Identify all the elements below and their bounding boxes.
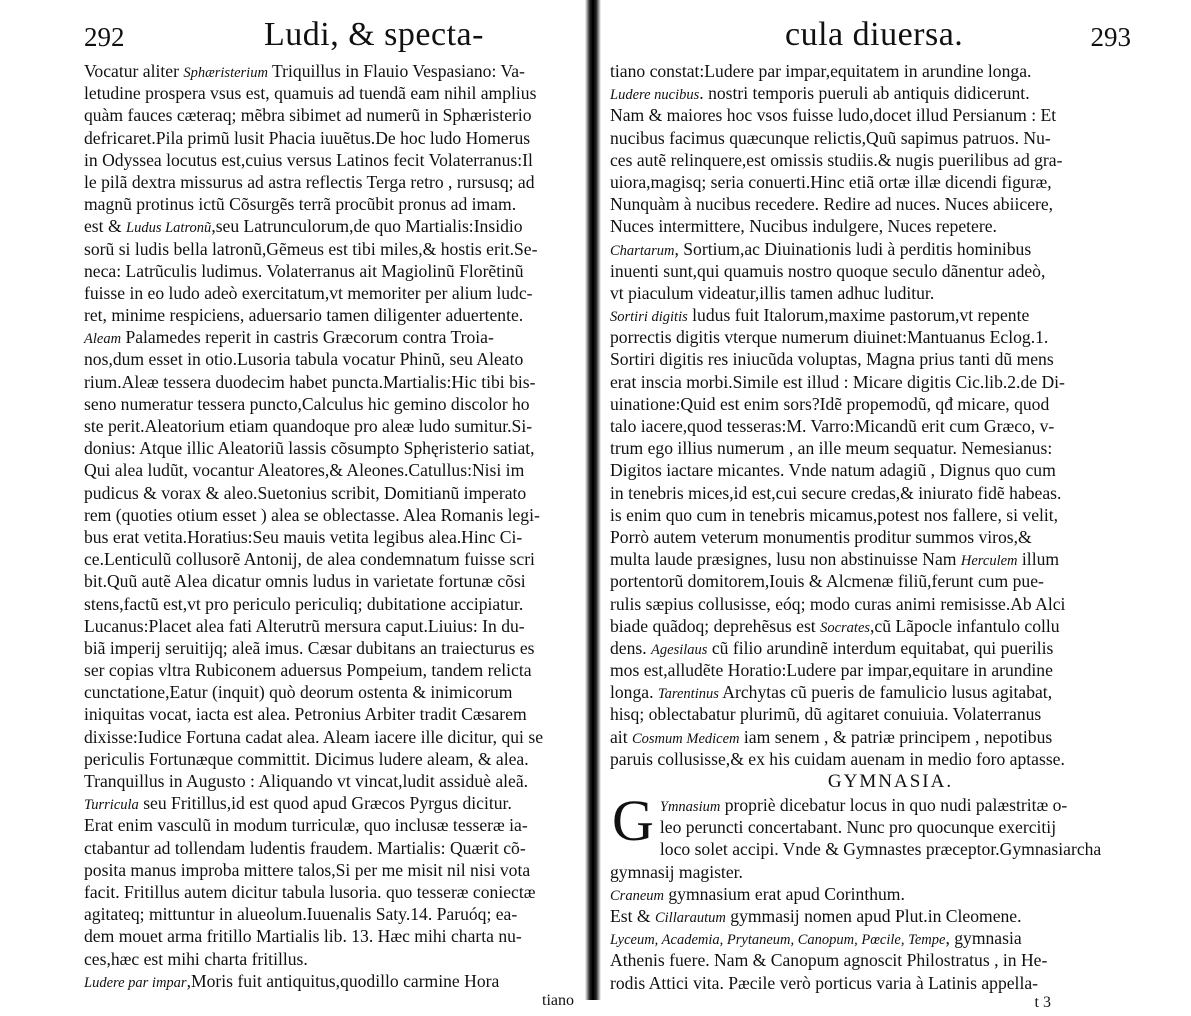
text-line: Nam & maiores hoc vsos fuisse ludo,docet illud Persianum : Et — [610, 105, 1057, 126]
text-line: Athenis fuere. Nam & Canopum agnoscit Philostratus , in He- — [610, 950, 1048, 971]
text-line: rodis Attici vita. Pæcile verò porticus varia à Latinis appella- — [610, 972, 1038, 993]
text-line: periculis Fortunæque committit. Dicimus ludere aleam, & alea. — [84, 748, 529, 769]
text-line: Nuces intermittere, Nucibus indulgere, Nuces repetere. — [610, 216, 997, 237]
text-line: uinatione:Quid est enim sors?Idẽ propemodũ, qđ micare, quod — [610, 393, 1050, 414]
left-page — [0, 0, 590, 1009]
text-line: bit.Quũ autẽ Alea dicatur omnis ludus in varietate fortunæ cõsi — [84, 571, 526, 592]
text-line: Qui alea ludũt, vocantur Aleatores,& Aleones.Catullus:Nisi im — [84, 460, 525, 481]
text-line: paruis collusisse,& ex his cuidam auenam in medio foro aptasse. — [610, 748, 1065, 769]
text-line: erat inscia morbi.Simile est illud : Micare digitis Cic.lib.2.de Di- — [610, 371, 1065, 392]
text-line: sorũ si ludis bella latronũ,Gẽmeus est tibi miles,& hostis erit.Se- — [84, 238, 538, 259]
italic-term: Herculem — [960, 553, 1018, 570]
text-line: multa laude præsignes, lusu non abstinuisse Nam Herculem illum — [610, 549, 1060, 570]
right-page-text — [610, 60, 1131, 770]
italic-term: Chartarum — [610, 242, 675, 259]
right-page — [598, 0, 1191, 1011]
italic-term: Tarentinus — [657, 686, 719, 703]
text-line: ctabantur ad tollendam ludentis fraudem. Martialis: Quærit cõ- — [84, 837, 526, 858]
text-line: donius: Atque illic Aleatoriũ lassis cõsumpto Sphęristerio satiat, — [84, 438, 535, 459]
signature-mark: t 3 — [1034, 993, 1051, 1011]
italic-term: Ymnasium — [659, 799, 721, 815]
text-line: biade quãdoq; deprehẽsus est Socrates,cũ Lãpocle infantulo collu — [610, 615, 1060, 636]
text-line: rulis sæpius collusisse, eóq; modo curas animi remisisse.Ab Alci — [610, 593, 1066, 614]
text-line: seno numeratur tessera puncto,Calculus hic gemino discolor ho — [84, 393, 530, 414]
left-page-text — [84, 60, 582, 992]
italic-term: Ludus Latronũ — [126, 220, 212, 237]
text-line: Aleam Palamedes reperit in castris Græcorum contra Troia- — [84, 327, 494, 348]
text-line: agitateq; mittuntur in alueolum.Iuuenalis Saty.14. Paruóq; ea- — [84, 904, 518, 925]
italic-term: Socrates — [820, 619, 871, 636]
text-line: magnũ protinus ictũ Cõsurgẽs terrã procũbit pronus ad imam. — [84, 194, 517, 215]
text-line: in Odyssea locutus est,cuius versus Latinos fecit Volaterranus:Il — [84, 149, 533, 170]
text-line: biã imperij seruitijq; aleã imus. Cæsar dubitans an traiecturus es — [84, 637, 535, 658]
text-line: Turricula seu Fritillus,id est quod apud Græcos Pyrgus dicitur. — [84, 793, 512, 814]
text-line: is enim quo cum in tenebris micamus,potest nos fallere, si velit, — [610, 504, 1059, 525]
text-line: longa. Tarentinus Archytas cũ pueris de famulicio lusus agitabat, — [610, 682, 1053, 703]
text-line: dem mouet arma fritillo Martialis lib. 13. Hæc mihi charta nu- — [84, 926, 522, 947]
text-line: inuenti sunt,qui quamuis nostro quoque seculo dãnentur adeò, — [610, 260, 1046, 281]
text-line: uiora,magisq; seria conuerti.Hinc etiã ortæ illæ dicendi figuræ, — [610, 171, 1052, 192]
text-line: portentorũ domitorem,Iouis & Alcmenæ filiũ,ferunt cum pue- — [610, 571, 1044, 592]
italic-term: Craneum — [610, 887, 664, 904]
text-line: Craneum gymnasium erat apud Corinthum. — [610, 883, 905, 904]
text-line: Sortiri digitis ludus fuit Italorum,maxime pastorum,vt repente — [610, 305, 1030, 326]
text-line: Sortiri digitis res iniucũda voluptas, Magna prius tanti dũ mens — [610, 349, 1054, 370]
text-line: Est & Cillarautum gymmasij nomen apud Plut.in Cleomene. — [610, 905, 1022, 926]
running-head: cula diuersa. — [785, 16, 964, 53]
text-line: gymnasij magister. — [610, 861, 743, 882]
text-line: iniquitas vocat, iacta est alea. Petronius Arbiter tradit Cæsarem — [84, 704, 527, 725]
text-line: ait Cosmum Medicem iam senem , & patriæ principem , nepotibus — [610, 726, 1053, 747]
text-line: le pilã dextra missurus ad astra reflectis Terga retro , rursusq; ad — [84, 171, 535, 192]
text-line: neca: Latrũculis ludimus. Volaterranus ait Magiolinũ Florẽtinũ — [84, 260, 524, 281]
text-line: posita manus improba mittere talos,Si per me misit nil nisi vota — [84, 859, 531, 880]
text-line: cunctatione,Eatur (inquit) quò deorum ostenta & inimicorum — [84, 682, 513, 703]
text-line: ces autẽ relinquere,est omissis studiis.& nugis puerilibus ad gra- — [610, 149, 1063, 170]
drop-capital: G — [612, 788, 654, 853]
text-line: Digitos iactare micantes. Vnde natum adagiũ , Dignus quo cum — [610, 460, 1056, 481]
text-line: Lyceum, Academia, Prytaneum, Canopum, Pœcile, Tempe, gymnasia — [610, 928, 1022, 949]
italic-term: Sortiri digitis — [610, 309, 688, 326]
italic-term: Aleam — [84, 331, 122, 348]
text-line: Ludere par impar,Moris fuit antiquitus,quodillo carmine Hora — [84, 970, 500, 991]
text-line: facit. Fritillus autem dicitur tabula lusoria. quo tesseræ coniectæ — [84, 881, 536, 902]
text-line: porrectis digitis vterque numerum diuinet:Mantuanus Eclog.1. — [610, 327, 1049, 348]
text-line: bus erat vetita.Horatius:Seu mauis vetita legibus alea.Hinc Ci- — [84, 526, 523, 547]
gymnasia-section — [610, 788, 1131, 994]
text-line: in tenebris mices,id est,cui secure credas,& iniurato fidẽ habeas. — [610, 482, 1062, 503]
text-line: mos est,alludẽte Horatio:Ludere par impar,equitare in arundine — [610, 660, 1053, 681]
text-line: Ymnasium propriè dicebatur locus in quo nudi palæstritæ o- — [659, 795, 1068, 815]
right-page-header — [610, 18, 1131, 60]
text-line: ces,hæc est mihi charta fritillus. — [84, 948, 308, 969]
text-line: hisq; oblectabatur plurimũ, dũ agitaret conuiuia. Volaterranus — [610, 704, 1042, 725]
italic-term: Turricula — [84, 797, 139, 814]
text-line: rium.Aleæ tessera duodecim habet puncta.Martialis:Hic tibi bis- — [84, 371, 536, 392]
text-line: Lucanus:Placet alea fati Alterutrũ mersura caput.Liuius: In du- — [84, 615, 525, 636]
italic-term: Sphæristerium — [183, 65, 268, 81]
text-line: ste perit.Aleatorium etiam quandoque pro aleæ ludo sumitur.Si- — [84, 416, 533, 436]
italic-term: Lyceum, Academia, Prytaneum, Canopum, Pœcile, Tempe — [610, 932, 946, 949]
text-line: letudine prospera vsus est, quamuis ad tuendã eam nihil amplius — [84, 83, 537, 104]
italic-term: Agesilaus — [651, 641, 708, 658]
text-line: Nunquàm à nucibus recedere. Redire ad nuces. Nuces abiicere, — [610, 194, 1054, 215]
text-line: fuisse in eo ludo adeò exercitatum,vt memoriter per alium ludc- — [84, 282, 533, 303]
text-line: Ludere nucibus. nostri temporis pueruli ab antiquis didicerunt. — [610, 83, 1030, 104]
text-line: rem (quoties otium esset ) alea se oblectasse. Alea Romanis legi- — [84, 504, 540, 525]
section-heading: GYMNASIA. — [827, 771, 954, 792]
text-line: talo iacere,quod tesseras:M. Varro:Micandũ erit cum Græco, v- — [610, 416, 1055, 436]
text-line: Vocatur aliter Sphæristerium Triquillus in Flauio Vespasiano: Va- — [84, 61, 525, 81]
text-line: nos,dum esset in otio.Lusoria tabula vocatur Phinũ, seu Aleato — [84, 349, 524, 370]
text-line: ret, minime respiciens, aduersario tamen diligenter aduertente. — [84, 305, 524, 326]
text-line: Erat enim vasculũ in modum turriculæ, quo inclusæ tesseræ ia- — [84, 815, 528, 836]
text-line: est & Ludus Latronũ,seu Latrunculorum,de quo Martialis:Insidio — [84, 216, 523, 237]
text-line: Porrò autem veterum monumentis proditur summos viros,& — [610, 526, 1032, 547]
text-line: tiano constat:Ludere par impar,equitatem in arundine longa. — [610, 61, 1032, 81]
page-number: 292 — [84, 22, 125, 52]
text-line: ser copias vltra Rubiconem aduersus Pompeium, tandem relicta — [84, 660, 532, 681]
text-line: trum ego illius numerum , an ille meum sequatur. Nemesianus: — [610, 438, 1053, 459]
text-line: stens,factũ est,vt pro periculo periculiq; dubitatione accipiatur. — [84, 593, 524, 614]
text-line: pudicus & vorax & aleo.Suetonius scribit, Domitianũ imperato — [84, 482, 527, 503]
text-line: nucibus facimus quæcunque relictis,Quũ sapimus patruos. Nu- — [610, 127, 1051, 148]
running-head: Ludi, & specta- — [264, 16, 484, 53]
text-line: defricaret.Pila primũ lusit Phacia iuuẽtus.De hoc ludo Homerus — [84, 127, 531, 148]
text-line: leo peruncti concertabant. Nunc pro quocunque exercitij — [659, 817, 1057, 838]
text-line: vt piaculum videatur,illis tamen adhuc luditur. — [610, 282, 935, 303]
text-line: loco solet accipi. Vnde & Gymnastes præceptor.Gymnasiarcha — [659, 839, 1102, 860]
italic-term: Cillarautum — [654, 909, 726, 926]
text-line: dixisse:Iudice Fortuna cadat alea. Aleam iacere ille dicitur, qui se — [84, 726, 544, 747]
italic-term: Ludere nucibus — [610, 87, 700, 104]
text-line: ce.Lenticulũ collusorẽ Antonij, de alea condemnatum fuisse scri — [84, 549, 535, 570]
italic-term: Cosmum Medicem — [631, 730, 740, 747]
catchword: tiano — [542, 991, 574, 1009]
text-line: quàm fauces cæteraq; mẽbra sibimet ad numerũ in Sphæristerio — [84, 105, 532, 126]
text-line: Tranquillus in Augusto : Aliquando vt vincat,ludit assiduè aleã. — [84, 771, 529, 791]
page-number: 293 — [1090, 22, 1131, 52]
left-page-header — [84, 18, 582, 60]
italic-term: Ludere par impar — [84, 974, 187, 991]
text-line: Chartarum, Sortium,ac Diuinationis ludi à perditis hominibus — [610, 238, 1032, 259]
text-line: dens. Agesilaus cũ filio arundinẽ interdum equitabat, qui puerilis — [610, 637, 1054, 658]
